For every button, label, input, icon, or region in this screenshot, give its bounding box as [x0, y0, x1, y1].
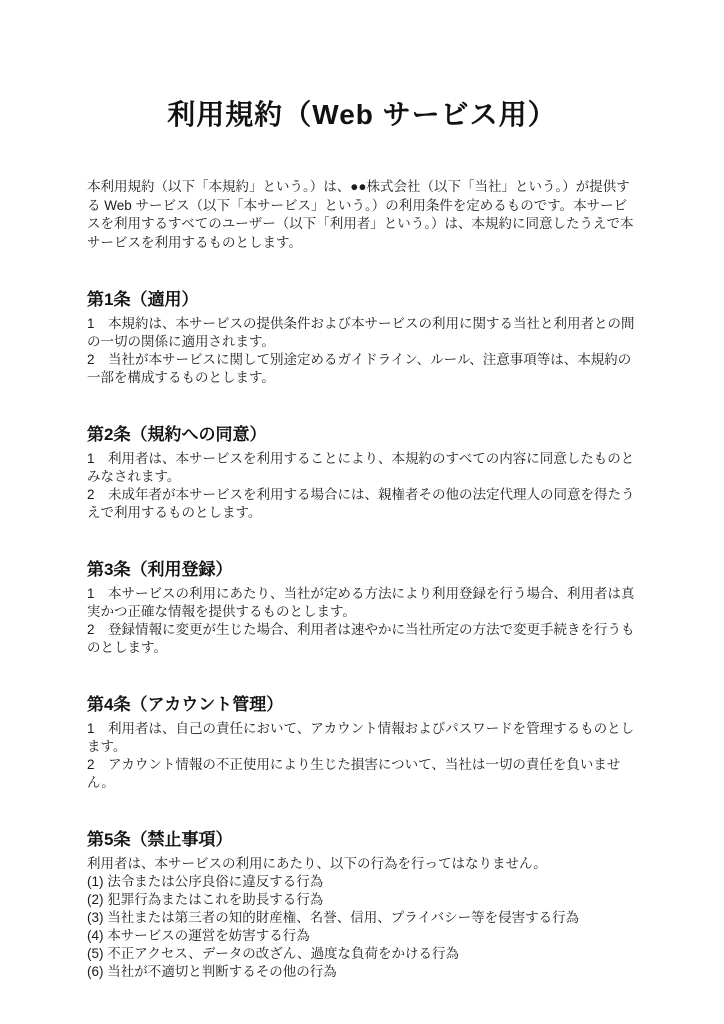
intro-paragraph: 本利用規約（以下「本規約」という。）は、●●株式会社（以下「当社」という。）が提供する Web サービス（以下「本サービス」という。）の利用条件を定めるものです。本サービスを利用するすべてのユーザー（以下「利用者」という。）は、本規約に同意したうえで本サービスを利用するものとします。 — [87, 179, 634, 250]
section-item: 1 利用者は、本サービスを利用することにより、本規約のすべての内容に同意したものとみなされます。 — [87, 451, 635, 484]
section-item: 1 本規約は、本サービスの提供条件および本サービスの利用に関する当社と利用者との間の一切の関係に適用されます。 — [87, 316, 635, 349]
section-article-3 — [87, 558, 637, 657]
section-item: 1 利用者は、自己の責任において、アカウント情報およびパスワードを管理するものとします。 — [87, 721, 635, 754]
section-item: 2 未成年者が本サービスを利用する場合には、親権者その他の法定代理人の同意を得たうえで利用するものとします。 — [87, 487, 635, 520]
section-article-4 — [87, 693, 637, 792]
section-item: 1 本サービスの利用にあたり、当社が定める方法により利用登録を行う場合、利用者は真実かつ正確な情報を提供するものとします。 — [87, 586, 635, 619]
prohibited-list-item: (3) 当社または第三者の知的財産権、名誉、信用、プライバシー等を侵害する行為 — [87, 910, 580, 925]
section-heading: 第2条（規約への同意） — [87, 425, 267, 444]
section-article-2 — [87, 423, 637, 522]
prohibited-list-item: (1) 法令または公序良俗に違反する行為 — [87, 874, 324, 889]
section-item: 2 アカウント情報の不正使用により生じた損害について、当社は一切の責任を負いません。 — [87, 757, 621, 790]
section-heading: 第3条（利用登録） — [87, 560, 233, 579]
section-heading: 第5条（禁止事項） — [87, 830, 233, 849]
prohibited-list-item: (4) 本サービスの運営を妨害する行為 — [87, 928, 310, 943]
section-item: 2 登録情報に変更が生じた場合、利用者は速やかに当社所定の方法で変更手続きを行うものとします。 — [87, 622, 635, 655]
prohibited-list-item: (2) 犯罪行為またはこれを助長する行為 — [87, 892, 324, 907]
section-heading: 第1条（適用） — [87, 290, 199, 309]
page-title: 利用規約（Web サービス用） — [167, 99, 557, 130]
section-item: 2 当社が本サービスに関して別途定めるガイドライン、ルール、注意事項等は、本規約の一部を構成するものとします。 — [87, 352, 632, 385]
prohibited-list-item: (5) 不正アクセス、データの改ざん、過度な負荷をかける行為 — [87, 946, 460, 961]
section-heading: 第4条（アカウント管理） — [87, 695, 284, 714]
section-article-1 — [87, 288, 637, 387]
section-article-5 — [87, 828, 637, 981]
section-item: 利用者は、本サービスの利用にあたり、以下の行為を行ってはなりません。 — [87, 856, 547, 871]
document-content — [0, 95, 724, 981]
prohibited-list-item: (6) 当社が不適切と判断するその他の行為 — [87, 964, 337, 979]
